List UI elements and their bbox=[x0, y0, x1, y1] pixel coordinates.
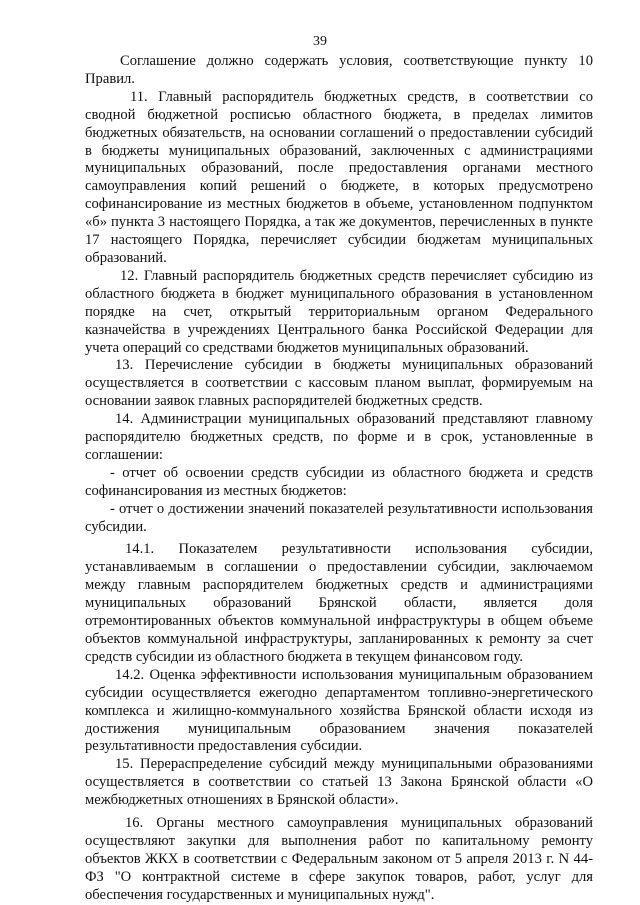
paragraph-15: 15. Перераспределение субсидий между муниципальными образованиями осуществляется в соответствии со статьей 13 Закона Брянской области «О межбюджетных отношениях в Брянской области». bbox=[85, 756, 593, 809]
page-number: 39 bbox=[313, 34, 327, 49]
paragraph-14-1: 14.1. Показателем результативности использования субсидии, устанавливаемым в соглашении о предоставлении субсидии, заключаемом между главным распорядителем бюджетных средств и администрациями муниципальных образований Брянской области, является доля отремонтированных объектов коммунальной инфраструктуры в общем объеме объектов коммунальной инфраструктуры, запланированных к ремонту за счет средств субсидии из областного бюджета в текущем финансовом году. bbox=[85, 541, 593, 665]
paragraph-agreement-conditions: Соглашение должно содержать условия, соответствующие пункту 10 Правил. bbox=[85, 53, 593, 87]
paragraph-13: 13. Перечисление субсидии в бюджеты муниципальных образований осуществляется в соответствии с кассовым планом выплат, формируемым на основании заявок главных распорядителей бюджетных средств. bbox=[85, 357, 593, 410]
document-body bbox=[85, 53, 593, 905]
list-item-report-funds: - отчет об освоении средств субсидии из областного бюджета и средств софинансирования из местных бюджетов: bbox=[85, 464, 593, 499]
paragraph-11: 11. Главный распорядитель бюджетных средств, в соответствии со сводной бюджетной росписью областного бюджета, в пределах лимитов бюджетных обязательств, на основании соглашений о предоставлении субсидий в бюджеты муниципальных образований, заключенных с администрациями муниципальных образований, после предоставления органами местного самоуправления копий решений о бюджете, в которых предусмотрено софинансирование из местных бюджетов в объеме, установленном подпунктом «б» пункта 3 настоящего Порядка, а так же документов, перечисленных в пункте 17 настоящего Порядка, перечисляет субсидии бюджетам муниципальных образований. bbox=[85, 88, 593, 266]
paragraph-14-2: 14.2. Оценка эффективности использования муниципальным образованием субсидии осуществляется ежегодно департаментом топливно-энергетического комплекса и жилищно-коммунального хозяйства Брянской области исходя из достижения муниципальным образованием значения показателей результативности предоставления субсидии. bbox=[85, 666, 593, 755]
paragraph-16: 16. Органы местного самоуправления муниципальных образований осуществляют закупки для выполнения работ по капитальному ремонту объектов ЖКХ в соответствии с Федеральным законом от 5 апреля 2013 г. N 44-ФЗ "О контрактной системе в сфере закупок товаров, работ, услуг для обеспечения государственных и муниципальных нужд". bbox=[85, 815, 593, 903]
paragraph-12: 12. Главный распорядитель бюджетных средств перечисляет субсидию из областного бюджета в бюджет муниципального образования в установленном порядке на счет, открытый территориальным органом Федерального казначейства в учреждениях Центрального банка Российской Федерации для учета операций со средствами бюджетов муниципальных образований. bbox=[85, 267, 593, 356]
list-item-report-indicators: - отчет о достижении значений показателей результативности использования субсидии. bbox=[85, 500, 593, 535]
paragraph-14: 14. Администрации муниципальных образований представляют главному распорядителю бюджетных средств, по форме и в срок, установленные в соглашении: bbox=[85, 411, 593, 463]
